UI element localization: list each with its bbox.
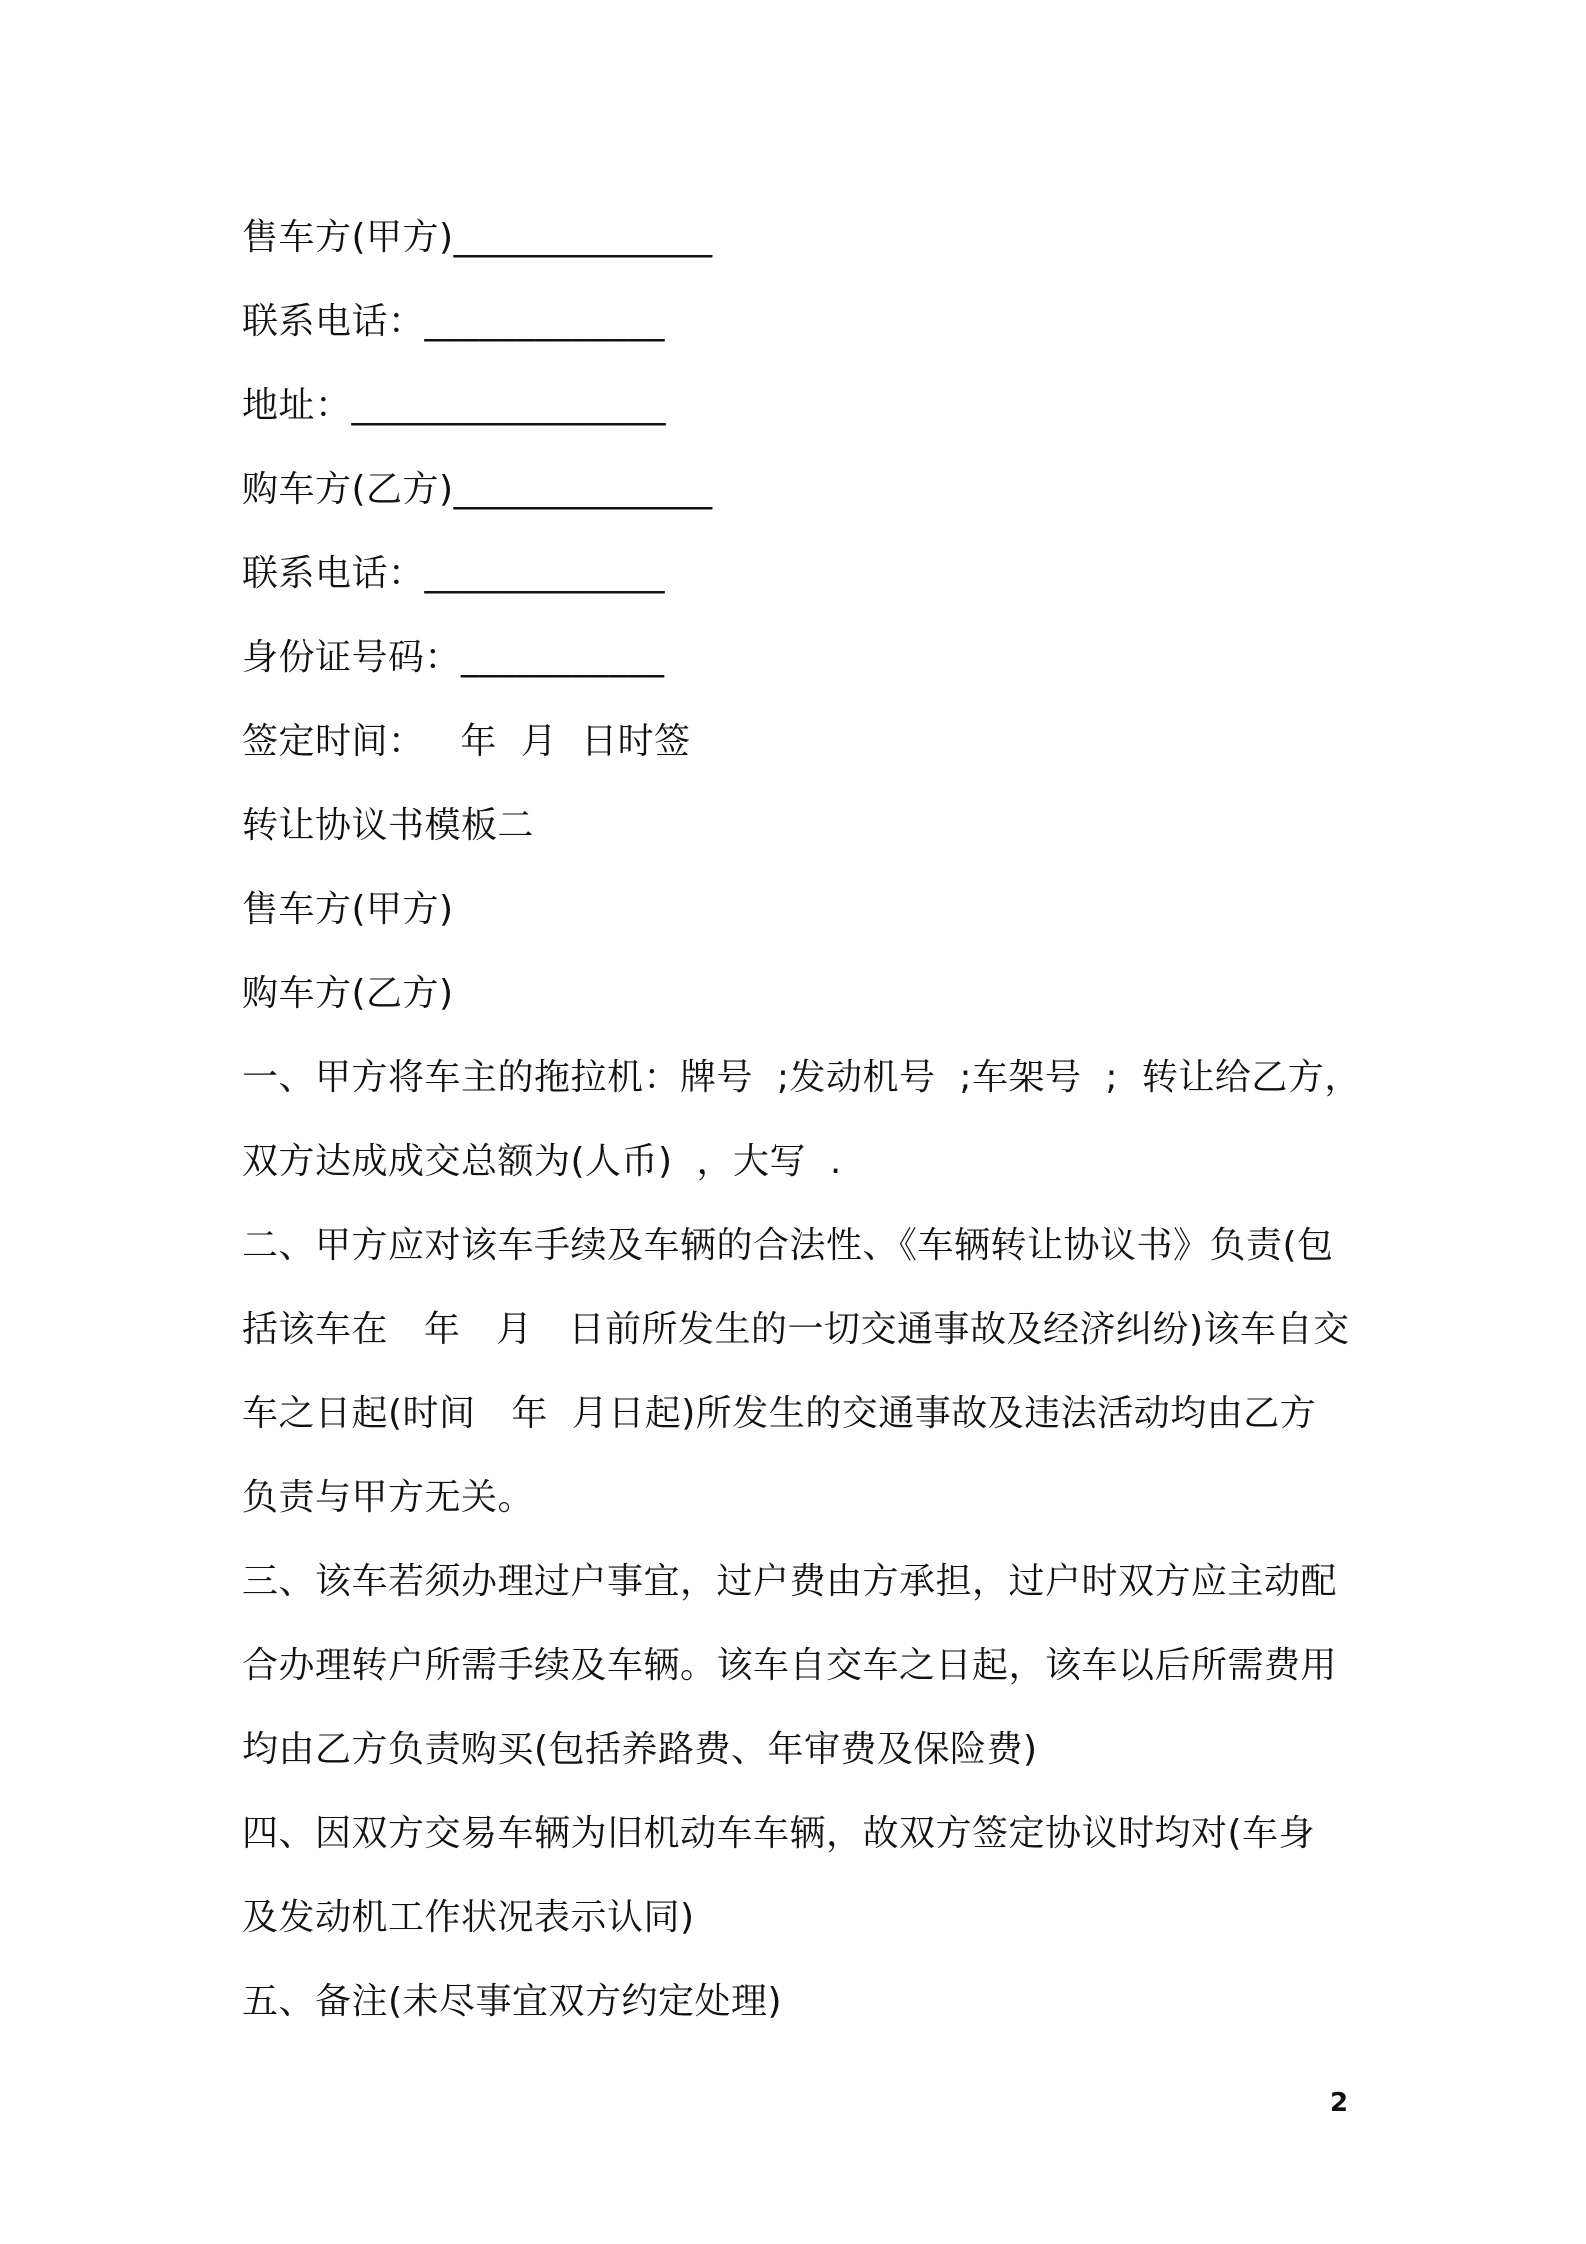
clause-two — [242, 1204, 1362, 1540]
template-two-title: 转让协议书模板二 — [242, 805, 535, 846]
signing-time-line: 签定时间： 年 月 日时签 — [242, 721, 691, 762]
seller-party-line: 售车方(甲方)______________ — [242, 217, 713, 258]
document-body — [242, 196, 1362, 2044]
clause-four-line-1: 四、因双方交易车辆为旧机动车车辆，故双方签定协议时均对(车身 — [242, 1813, 1316, 1854]
clause-three-line-2: 合办理转户所需手续及车辆。该车自交车之日起，该车以后所需费用 — [242, 1645, 1338, 1686]
clause-five — [242, 1960, 1362, 2044]
clause-two-line-2: 括该车在 年 月 日前所发生的一切交通事故及经济纠纷)该车自交 — [242, 1309, 1350, 1350]
clause-one-line-2: 双方达成成交总额为(人币) ，大写 . — [242, 1141, 842, 1182]
clause-two-line-3: 车之日起(时间 年 月日起)所发生的交通事故及违法活动均由乙方 — [242, 1393, 1317, 1434]
clause-two-line-4: 负责与甲方无关。 — [242, 1477, 535, 1518]
clause-three-line-1: 三、该车若须办理过户事宜，过户费由方承担，过户时双方应主动配 — [242, 1561, 1338, 1602]
clause-two-line-1: 二、甲方应对该车手续及车辆的合法性、《车辆转让协议书》负责(包 — [242, 1225, 1334, 1266]
clause-four — [242, 1792, 1362, 1960]
clause-five-line-1: 五、备注(未尽事宜双方约定处理) — [242, 1981, 783, 2022]
buyer-party-line: 购车方(乙方)______________ — [242, 469, 713, 510]
seller-address-line: 地址：_________________ — [242, 385, 667, 426]
buyer-id-number-line: 身份证号码：___________ — [242, 637, 665, 678]
template-two-buyer-line: 购车方(乙方) — [242, 973, 454, 1014]
page-number: 2 — [1330, 2088, 1349, 2118]
clause-three — [242, 1540, 1362, 1792]
clause-one — [242, 1036, 1362, 1204]
clause-four-line-2: 及发动机工作状况表示认同) — [242, 1897, 695, 1938]
template-two-seller-line: 售车方(甲方) — [242, 889, 454, 930]
clause-one-line-1: 一、甲方将车主的拖拉机：牌号 ;发动机号 ;车架号 ; 转让给乙方， — [242, 1057, 1361, 1098]
buyer-phone-line: 联系电话：_____________ — [242, 553, 666, 594]
clause-three-line-3: 均由乙方负责购买(包括养路费、年审费及保险费) — [242, 1729, 1038, 1770]
seller-phone-line: 联系电话：_____________ — [242, 301, 666, 342]
